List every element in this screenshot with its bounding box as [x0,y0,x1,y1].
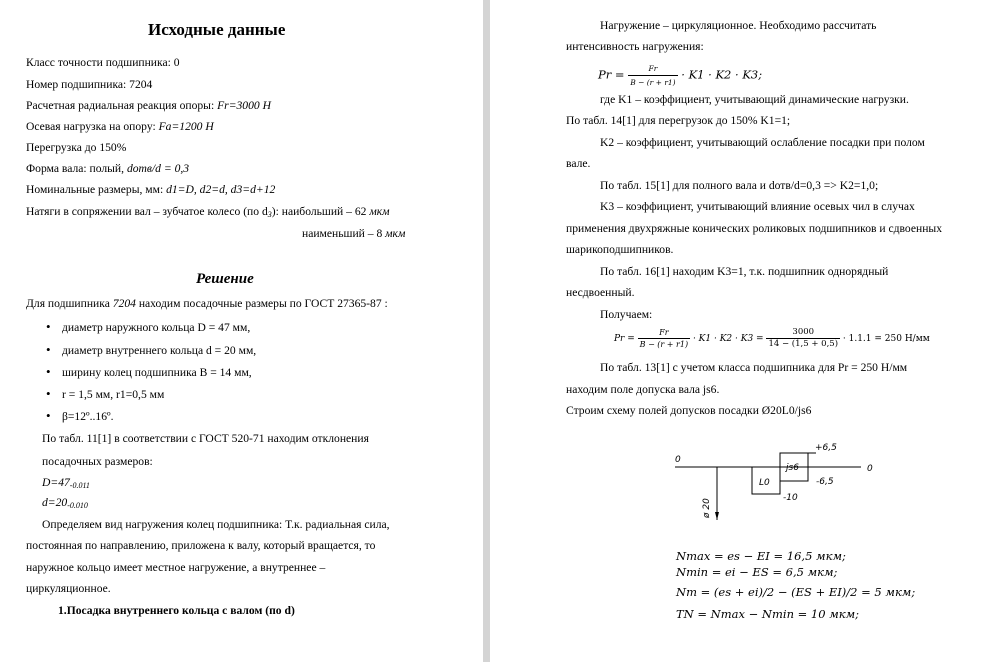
k3-definition-line1: K3 – коэффициент, учитывающий влияние осевых чил в случах [600,200,915,213]
input-line-interference-min: наименьший – 8 мкм [302,227,406,240]
page-title: Исходные данные [148,20,286,39]
result-nm: Nm = (es + ei)/2 − (ES + EI)/2 = 5 мкм; [676,585,916,599]
k2-definition-line2: вале. [566,157,591,170]
formula-intensity-result: Pr = $\frac{Fr}{B - (r + r1)}$ · K1 · K2 · K3 = $\frac{3000}{14 - (1,5 + 0,5)}$ · 1.1.1 = 250 Н/мм [614,327,930,349]
dimension-arrow [715,512,719,520]
bullet-radius: r = 1,5 мм, r1=0,5 мм [62,388,165,401]
diameter-label: ø 20 [702,498,712,518]
paragraph-load-line4: циркуляционное. [26,582,111,595]
input-line-radial-reaction: Расчетная радиальная реакция опоры: Fr=3000 Н [26,99,271,112]
k3-value-line2: несдвоенный. [566,286,635,299]
tolerance-diagram [665,440,885,540]
bullet-icon: • [46,342,51,357]
k3-definition-line3: шарикоподшипников. [566,243,674,256]
input-line-interference-max: Натяги в сопряжении вал – зубчатое колесо (по $d_3$): наибольший – 62 мкм [26,205,390,219]
load-type-line1: Нагружение – циркуляционное. Необходимо рассчитать [600,19,877,32]
obtain-label: Получаем: [600,308,653,321]
document-page-left [0,0,483,662]
zero-label-left: 0 [675,455,681,465]
formula-fraction: $\frac{Fr}{B - (r + r1)}$ [630,64,676,87]
section-heading-inner-ring: 1.Посадка внутреннего кольца с валом (по d) [58,604,295,617]
bullet-icon: • [46,364,51,379]
k2-value: По табл. 15[1] для полного вала и dотв/d=0,3 => K2=1,0; [600,179,879,192]
result-tn: TN = Nmax − Nmin = 10 мкм; [676,607,860,621]
bullet-icon: • [46,408,51,423]
paragraph-table11-line1: По табл. 11[1] в соответствии с ГОСТ 520-71 находим отклонения [42,432,369,445]
k1-value: По табл. 14[1] для перегрузок до 150% K1=1; [566,114,791,127]
paragraph-load-line2: постоянная по направлению, приложена к валу, который вращается, то [26,539,376,552]
paragraph-table11-line2: посадочных размеров: [42,455,153,468]
k3-definition-line2: применения двухряжные конических роликовых подшипников и сдвоенных [566,222,942,235]
scheme-line: Строим схему полей допусков посадки Ø20L0/js6 [566,404,812,417]
input-line-axial-load: Осевая нагрузка на опору: Fa=1200 Н [26,120,214,133]
bullet-icon: • [46,386,51,401]
table13-line1: По табл. 13[1] с учетом класса подшипника для Pr = 250 Н/мм [600,361,908,374]
table13-line2: находим поле допуска вала js6. [566,383,720,396]
load-type-line2: интенсивность нагружения: [566,40,704,53]
label-minus-6-5: -6,5 [816,477,834,487]
zero-label-right: 0 [867,464,873,474]
label-plus-6-5: +6,5 [815,443,837,453]
bullet-ring-width: ширину колец подшипника B = 14 мм, [62,366,252,379]
solution-heading: Решение [196,271,254,287]
intro-paragraph: Для подшипника 7204 находим посадочные размеры по ГОСТ 27365-87 : [26,297,388,310]
bullet-icon: • [46,319,51,334]
document-page-right [490,0,1000,662]
label-js6: js6 [786,463,799,473]
input-line-overload: Перегрузка до 150% [26,141,127,154]
k2-definition-line1: K2 – коэффициент, учитывающий ослабление посадки при полом [600,136,925,149]
bullet-angle: β=12º..16º. [62,410,114,423]
deviation-inner: $d=20_{-0.010}$ [42,496,88,510]
paragraph-load-line3: наружное кольцо имеет местное нагружение, а внутреннее – [26,561,326,574]
formula-fraction: $\frac{Fr}{B - (r + r1)}$ [639,328,689,349]
label-L0: L0 [759,478,770,488]
formula-fraction-numeric: $\frac{3000}{14 - (1,5 + 0,5)}$ [768,327,839,349]
result-nmin: Nmin = ei − ES = 6,5 мкм; [676,565,838,579]
input-line-nominal-sizes: Номинальные размеры, мм: d1=D, d2=d, d3=d+12 [26,183,276,196]
input-line-shaft-form: Форма вала: полый, dотв/d = 0,3 [26,162,190,175]
bullet-outer-diameter: диаметр наружного кольца D = 47 мм, [62,321,251,334]
paragraph-load-line1: Определяем вид нагружения колец подшипника: Т.к. радиальная сила, [42,518,390,531]
label-minus-10: -10 [783,493,798,503]
k1-definition: где K1 – коэффициент, учитывающий динамические нагрузки. [600,93,909,106]
result-nmax: Nmax = es − EI = 16,5 мкм; [676,549,846,563]
input-line-accuracy-class: Класс точности подшипника: 0 [26,56,180,69]
formula-intensity: Pr = $\frac{Fr}{B - (r + r1)}$ · K1 · K2 · K3; [598,64,763,87]
deviation-outer: $D=47_{-0.011}$ [42,476,90,490]
k3-value-line1: По табл. 16[1] находим K3=1, т.к. подшипник однорядный [600,265,889,278]
bullet-inner-diameter: диаметр внутреннего кольца d = 20 мм, [62,344,257,357]
input-line-bearing-number: Номер подшипника: 7204 [26,78,153,91]
